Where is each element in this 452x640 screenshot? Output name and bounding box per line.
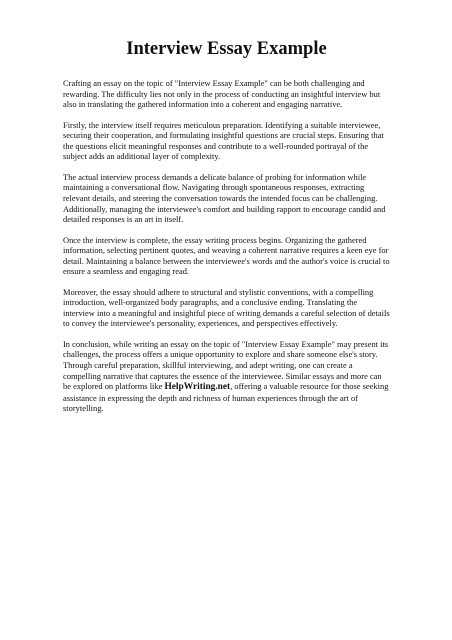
- paragraph-conventions: Moreover, the essay should adhere to structural and stylistic conventions, with a compelling introduction, well-organized body paragraphs, and a conclusive ending. Translating the interview into a meaningful and insightful piece of writing demands a careful selection of details to convey the interviewee's personality, experiences, and perspectives effectively.: [63, 286, 390, 329]
- helpwriting-link[interactable]: HelpWriting.net: [164, 382, 231, 393]
- paragraph-intro: Crafting an essay on the topic of "Interview Essay Example" can be both challenging and rewarding. The difficulty lies not only in the process of conducting an insightful interview but also in translating the gathered information into a coherent and engaging narrative.: [63, 78, 381, 110]
- paragraph-preparation: Firstly, the interview itself requires meticulous preparation. Identifying a suitable interviewee, securing their cooperation, and formulating insightful questions are crucial steps. Ensuring that the questions elicit meaningful responses and contribute to a well-rounded portrayal of the subject adds an additional layer of complexity.: [63, 119, 384, 162]
- paragraph-conclusion: [63, 339, 390, 414]
- conclusion-text-start: In conclusion, while writing an essay on the topic of "Interview Essay Example" may present its challenges, the process offers a unique opportunity to explore and share someone else's story. Through careful preparation, skillful interviewing, and adept writing, one can create a compelling narrative that captures the essence of the interviewee. Similar essays and more can be explored on platforms like: [63, 338, 389, 392]
- document-title: Interview Essay Example: [126, 39, 327, 59]
- paragraph-writing-process: Once the interview is complete, the essay writing process begins. Organizing the gathered information, selecting pertinent quotes, and weaving a coherent narrative requires a keen eye for detail. Maintaining a balance between the interviewee's words and the author's voice is crucial to ensure a seamless and engaging read.: [63, 234, 390, 277]
- paragraph-interview-process: The actual interview process demands a delicate balance of probing for information while maintaining a conversational flow. Navigating through spontaneous responses, extracting relevant details, and steering the conversation towards the intended focus can be challenging. Additionally, managing the interviewee's comfort and building rapport to encourage candid and detailed responses is an art in itself.: [63, 171, 386, 225]
- conclusion-text-end: , offering a valuable resource for those seeking assistance in expressing the depth and richness of human experiences through the art of storytelling.: [63, 381, 389, 414]
